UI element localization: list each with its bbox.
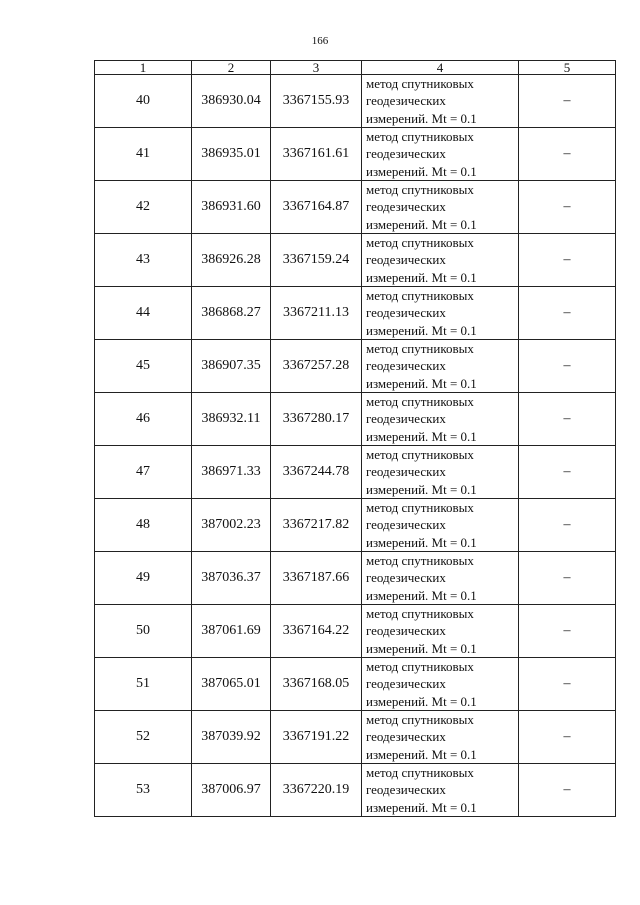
method-line: измерений. Mt = 0.1 xyxy=(366,110,477,126)
y-coordinate-cell: 3367257.28 xyxy=(271,340,362,393)
method-line: измерений. Mt = 0.1 xyxy=(366,428,477,444)
method-cell xyxy=(362,287,519,340)
method-line: измерений. Mt = 0.1 xyxy=(366,216,477,232)
method-line: метод спутниковых xyxy=(366,288,474,303)
table-row xyxy=(95,340,616,393)
method-cell xyxy=(362,75,519,128)
point-number-cell: 44 xyxy=(95,287,192,340)
method-line: геодезических xyxy=(366,570,446,586)
method-cell xyxy=(362,658,519,711)
method-cell xyxy=(362,340,519,393)
y-coordinate-cell: 3367164.87 xyxy=(271,181,362,234)
method-line: метод спутниковых xyxy=(366,765,474,780)
x-coordinate-cell: 387006.97 xyxy=(192,764,271,817)
method-line: метод спутниковых xyxy=(366,659,474,674)
column-header: 4 xyxy=(362,61,519,75)
y-coordinate-cell: 3367187.66 xyxy=(271,552,362,605)
x-coordinate-cell: 386935.01 xyxy=(192,128,271,181)
y-coordinate-cell: 3367220.19 xyxy=(271,764,362,817)
table-row xyxy=(95,552,616,605)
column-header: 3 xyxy=(271,61,362,75)
table-row xyxy=(95,605,616,658)
table-row xyxy=(95,658,616,711)
x-coordinate-cell: 386868.27 xyxy=(192,287,271,340)
table-row xyxy=(95,446,616,499)
method-line: геодезических xyxy=(366,517,446,533)
point-number-cell: 47 xyxy=(95,446,192,499)
point-number-cell: 46 xyxy=(95,393,192,446)
y-coordinate-cell: 3367191.22 xyxy=(271,711,362,764)
method-line: геодезических xyxy=(366,252,446,268)
method-line: геодезических xyxy=(366,199,446,215)
note-cell: – xyxy=(519,605,616,658)
method-cell xyxy=(362,234,519,287)
method-line: измерений. Mt = 0.1 xyxy=(366,481,477,497)
note-cell: – xyxy=(519,446,616,499)
method-line: геодезических xyxy=(366,305,446,321)
column-header: 1 xyxy=(95,61,192,75)
point-number-cell: 53 xyxy=(95,764,192,817)
page-number: 166 xyxy=(311,35,329,47)
method-line: метод спутниковых xyxy=(366,235,474,250)
x-coordinate-cell: 386931.60 xyxy=(192,181,271,234)
point-number-cell: 50 xyxy=(95,605,192,658)
x-coordinate-cell: 387002.23 xyxy=(192,499,271,552)
note-cell: – xyxy=(519,393,616,446)
y-coordinate-cell: 3367211.13 xyxy=(271,287,362,340)
method-line: геодезических xyxy=(366,358,446,374)
x-coordinate-cell: 387065.01 xyxy=(192,658,271,711)
y-coordinate-cell: 3367217.82 xyxy=(271,499,362,552)
x-coordinate-cell: 386932.11 xyxy=(192,393,271,446)
method-line: метод спутниковых xyxy=(366,712,474,727)
method-cell xyxy=(362,605,519,658)
method-line: геодезических xyxy=(366,782,446,798)
table-row xyxy=(95,287,616,340)
y-coordinate-cell: 3367161.61 xyxy=(271,128,362,181)
method-cell xyxy=(362,552,519,605)
table-row xyxy=(95,393,616,446)
table-header-row xyxy=(95,61,616,75)
method-cell xyxy=(362,499,519,552)
table-row xyxy=(95,181,616,234)
point-number-cell: 40 xyxy=(95,75,192,128)
table-row xyxy=(95,128,616,181)
note-cell: – xyxy=(519,764,616,817)
note-cell: – xyxy=(519,287,616,340)
method-line: метод спутниковых xyxy=(366,341,474,356)
x-coordinate-cell: 386907.35 xyxy=(192,340,271,393)
table-row xyxy=(95,234,616,287)
method-line: измерений. Mt = 0.1 xyxy=(366,587,477,603)
method-cell xyxy=(362,711,519,764)
method-line: метод спутниковых xyxy=(366,182,474,197)
method-line: геодезических xyxy=(366,676,446,692)
method-line: геодезических xyxy=(366,623,446,639)
method-line: метод спутниковых xyxy=(366,606,474,621)
note-cell: – xyxy=(519,552,616,605)
x-coordinate-cell: 386926.28 xyxy=(192,234,271,287)
table-row xyxy=(95,764,616,817)
y-coordinate-cell: 3367155.93 xyxy=(271,75,362,128)
note-cell: – xyxy=(519,340,616,393)
method-line: геодезических xyxy=(366,146,446,162)
x-coordinate-cell: 386971.33 xyxy=(192,446,271,499)
table-row xyxy=(95,499,616,552)
note-cell: – xyxy=(519,75,616,128)
coordinates-table xyxy=(94,60,616,817)
table-row xyxy=(95,75,616,128)
y-coordinate-cell: 3367280.17 xyxy=(271,393,362,446)
note-cell: – xyxy=(519,181,616,234)
method-line: метод спутниковых xyxy=(366,394,474,409)
method-line: измерений. Mt = 0.1 xyxy=(366,322,477,338)
method-line: измерений. Mt = 0.1 xyxy=(366,799,477,815)
method-line: геодезических xyxy=(366,729,446,745)
method-line: метод спутниковых xyxy=(366,553,474,568)
y-coordinate-cell: 3367159.24 xyxy=(271,234,362,287)
table-row xyxy=(95,711,616,764)
x-coordinate-cell: 387061.69 xyxy=(192,605,271,658)
method-line: геодезических xyxy=(366,464,446,480)
method-line: метод спутниковых xyxy=(366,500,474,515)
point-number-cell: 48 xyxy=(95,499,192,552)
note-cell: – xyxy=(519,128,616,181)
method-cell xyxy=(362,128,519,181)
method-line: измерений. Mt = 0.1 xyxy=(366,693,477,709)
note-cell: – xyxy=(519,658,616,711)
method-line: измерений. Mt = 0.1 xyxy=(366,534,477,550)
x-coordinate-cell: 387036.37 xyxy=(192,552,271,605)
y-coordinate-cell: 3367244.78 xyxy=(271,446,362,499)
point-number-cell: 49 xyxy=(95,552,192,605)
method-line: геодезических xyxy=(366,411,446,427)
column-header: 2 xyxy=(192,61,271,75)
method-cell xyxy=(362,764,519,817)
table-body xyxy=(95,75,616,817)
method-line: измерений. Mt = 0.1 xyxy=(366,746,477,762)
method-line: измерений. Mt = 0.1 xyxy=(366,163,477,179)
method-cell xyxy=(362,181,519,234)
x-coordinate-cell: 386930.04 xyxy=(192,75,271,128)
point-number-cell: 45 xyxy=(95,340,192,393)
method-line: измерений. Mt = 0.1 xyxy=(366,375,477,391)
point-number-cell: 52 xyxy=(95,711,192,764)
note-cell: – xyxy=(519,499,616,552)
point-number-cell: 41 xyxy=(95,128,192,181)
method-line: геодезических xyxy=(366,93,446,109)
method-line: измерений. Mt = 0.1 xyxy=(366,640,477,656)
note-cell: – xyxy=(519,234,616,287)
y-coordinate-cell: 3367168.05 xyxy=(271,658,362,711)
method-cell xyxy=(362,446,519,499)
x-coordinate-cell: 387039.92 xyxy=(192,711,271,764)
point-number-cell: 42 xyxy=(95,181,192,234)
method-cell xyxy=(362,393,519,446)
method-line: метод спутниковых xyxy=(366,129,474,144)
method-line: метод спутниковых xyxy=(366,76,474,91)
y-coordinate-cell: 3367164.22 xyxy=(271,605,362,658)
column-header: 5 xyxy=(519,61,616,75)
point-number-cell: 51 xyxy=(95,658,192,711)
method-line: метод спутниковых xyxy=(366,447,474,462)
note-cell: – xyxy=(519,711,616,764)
method-line: измерений. Mt = 0.1 xyxy=(366,269,477,285)
point-number-cell: 43 xyxy=(95,234,192,287)
